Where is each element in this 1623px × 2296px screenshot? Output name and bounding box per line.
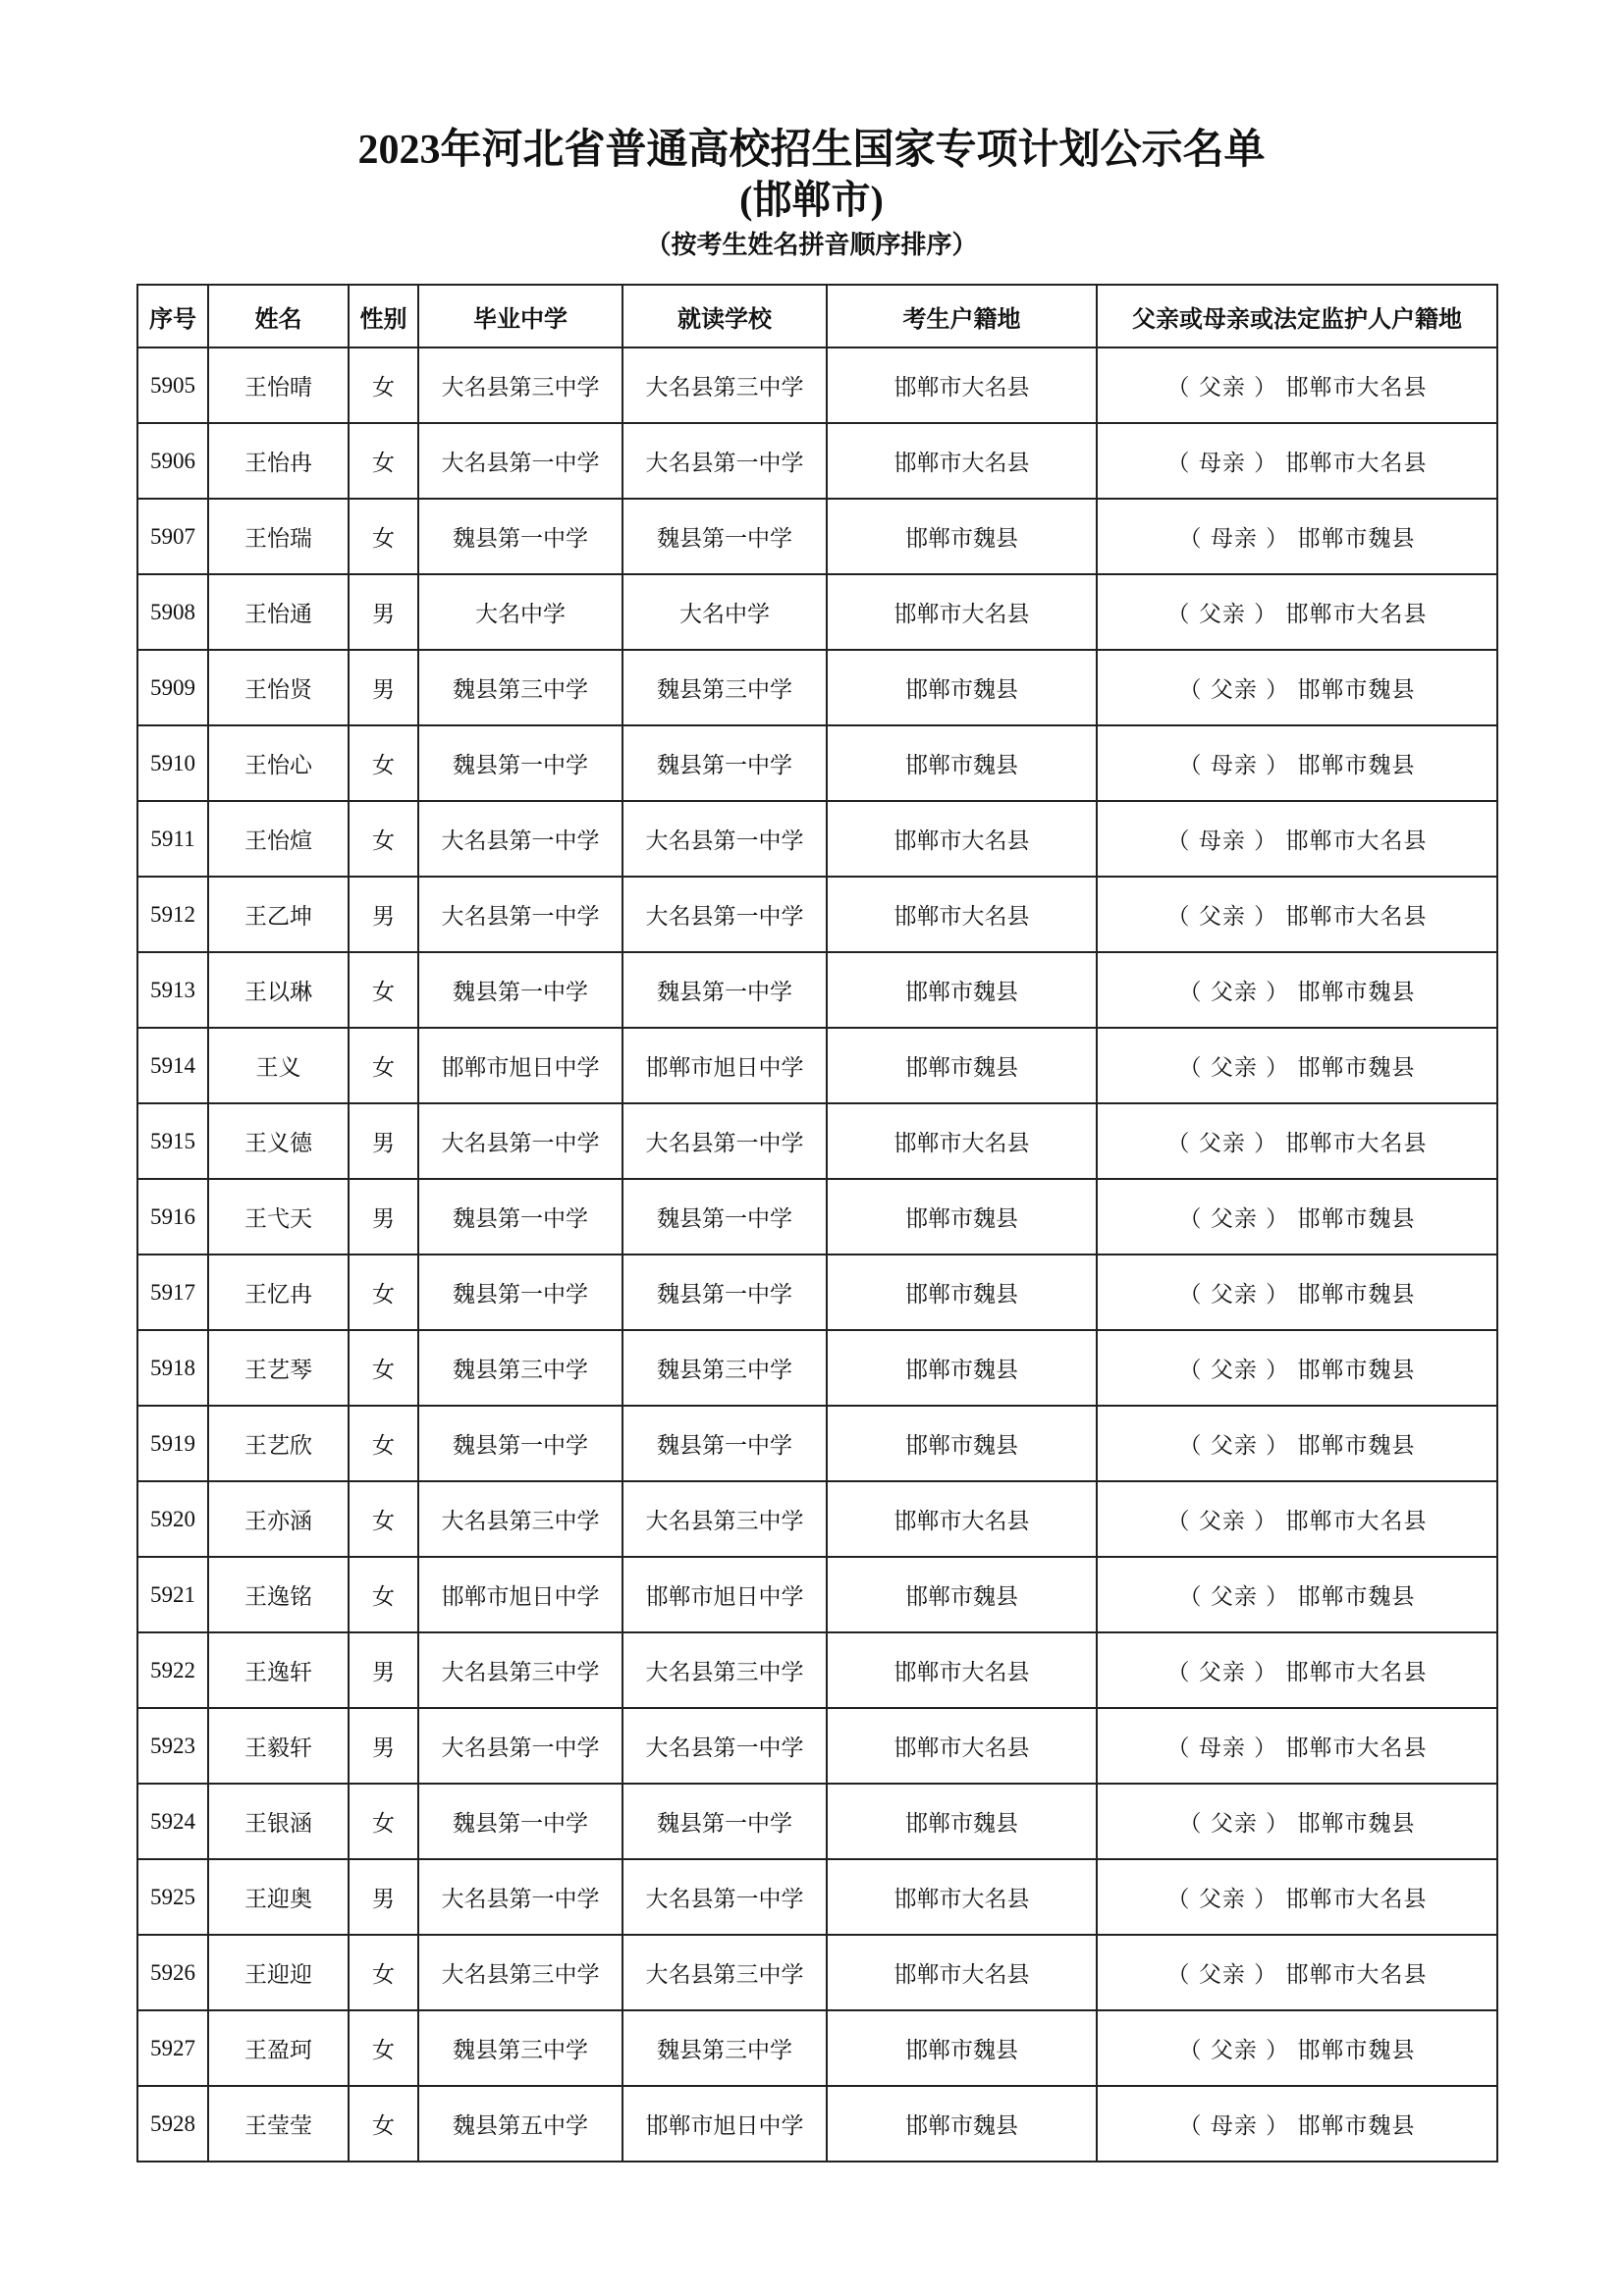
cell-hukou: 邯郸市魏县 [827,2010,1097,2086]
cell-grad-school: 魏县第三中学 [418,1330,622,1406]
cell-grad-school: 魏县第三中学 [418,650,622,725]
cell-name: 王艺琴 [208,1330,349,1406]
cell-grad-school: 大名县第一中学 [418,1859,622,1935]
table-row [137,1784,1497,1859]
cell-gender: 女 [349,1935,418,2010]
cell-grad-school: 大名县第一中学 [418,1708,622,1784]
cell-seq: 5918 [137,1330,208,1406]
cell-guardian-hukou: （ 母亲 ） 邯郸市大名县 [1097,1708,1497,1784]
table-row [137,1859,1497,1935]
cell-seq: 5922 [137,1632,208,1708]
cell-current-school: 魏县第一中学 [622,725,827,801]
cell-gender: 男 [349,877,418,952]
cell-guardian-hukou: （ 母亲 ） 邯郸市魏县 [1097,2086,1497,2162]
cell-guardian-hukou: （ 父亲 ） 邯郸市大名县 [1097,1859,1497,1935]
cell-current-school: 魏县第一中学 [622,1784,827,1859]
cell-gender: 男 [349,650,418,725]
cell-grad-school: 大名县第三中学 [418,1935,622,2010]
cell-hukou: 邯郸市魏县 [827,1179,1097,1255]
cell-hukou: 邯郸市大名县 [827,1632,1097,1708]
cell-gender: 女 [349,1255,418,1330]
cell-guardian-hukou: （ 父亲 ） 邯郸市大名县 [1097,347,1497,423]
header-hukou: 考生户籍地 [827,285,1097,347]
table-row [137,574,1497,650]
cell-seq: 5927 [137,2010,208,2086]
cell-gender: 男 [349,1632,418,1708]
cell-current-school: 魏县第一中学 [622,1406,827,1481]
cell-seq: 5906 [137,423,208,499]
cell-hukou: 邯郸市大名县 [827,1935,1097,2010]
cell-grad-school: 大名县第三中学 [418,1632,622,1708]
cell-name: 王莹莹 [208,2086,349,2162]
cell-current-school: 魏县第一中学 [622,952,827,1028]
cell-gender: 女 [349,801,418,877]
table-row [137,725,1497,801]
cell-name: 王逸铭 [208,1557,349,1632]
cell-name: 王怡晴 [208,347,349,423]
header-seq: 序号 [137,285,208,347]
cell-gender: 女 [349,725,418,801]
cell-name: 王义德 [208,1103,349,1179]
cell-current-school: 大名县第三中学 [622,347,827,423]
cell-gender: 女 [349,423,418,499]
cell-gender: 女 [349,1481,418,1557]
cell-gender: 女 [349,952,418,1028]
cell-seq: 5919 [137,1406,208,1481]
table-row [137,1632,1497,1708]
cell-name: 王迎迎 [208,1935,349,2010]
cell-name: 王亦涵 [208,1481,349,1557]
table-row [137,1935,1497,2010]
cell-seq: 5905 [137,347,208,423]
cell-grad-school: 魏县第一中学 [418,1784,622,1859]
cell-current-school: 魏县第一中学 [622,1255,827,1330]
sort-note: （按考生姓名拼音顺序排序） [645,231,978,260]
cell-name: 王银涵 [208,1784,349,1859]
header-gender: 性别 [349,285,418,347]
document-title: 2023年河北省普通高校招生国家专项计划公示名单 [357,128,1266,173]
cell-name: 王弋天 [208,1179,349,1255]
cell-grad-school: 魏县第一中学 [418,1179,622,1255]
cell-seq: 5928 [137,2086,208,2162]
cell-grad-school: 邯郸市旭日中学 [418,1028,622,1103]
cell-gender: 男 [349,1859,418,1935]
cell-grad-school: 魏县第一中学 [418,499,622,574]
cell-gender: 男 [349,1103,418,1179]
cell-current-school: 大名县第一中学 [622,1859,827,1935]
table-row [137,1481,1497,1557]
cell-seq: 5912 [137,877,208,952]
cell-gender: 女 [349,347,418,423]
cell-hukou: 邯郸市魏县 [827,1255,1097,1330]
cell-name: 王怡通 [208,574,349,650]
cell-current-school: 大名县第一中学 [622,877,827,952]
table-row [137,1028,1497,1103]
cell-seq: 5917 [137,1255,208,1330]
cell-gender: 女 [349,1330,418,1406]
cell-grad-school: 邯郸市旭日中学 [418,1557,622,1632]
cell-hukou: 邯郸市魏县 [827,1406,1097,1481]
cell-hukou: 邯郸市大名县 [827,1708,1097,1784]
cell-guardian-hukou: （ 父亲 ） 邯郸市魏县 [1097,1330,1497,1406]
table-body [137,347,1497,2162]
cell-gender: 女 [349,2010,418,2086]
table-row [137,423,1497,499]
table-row [137,877,1497,952]
cell-gender: 女 [349,1784,418,1859]
cell-current-school: 魏县第三中学 [622,2010,827,2086]
cell-seq: 5916 [137,1179,208,1255]
cell-guardian-hukou: （ 父亲 ） 邯郸市魏县 [1097,1028,1497,1103]
cell-current-school: 大名县第三中学 [622,1481,827,1557]
cell-current-school: 邯郸市旭日中学 [622,1028,827,1103]
cell-hukou: 邯郸市魏县 [827,499,1097,574]
cell-seq: 5925 [137,1859,208,1935]
cell-gender: 女 [349,499,418,574]
cell-current-school: 大名县第一中学 [622,423,827,499]
cell-guardian-hukou: （ 父亲 ） 邯郸市大名县 [1097,877,1497,952]
cell-gender: 女 [349,1557,418,1632]
cell-name: 王怡心 [208,725,349,801]
cell-grad-school: 大名县第一中学 [418,877,622,952]
table-row [137,1708,1497,1784]
cell-guardian-hukou: （ 父亲 ） 邯郸市魏县 [1097,1406,1497,1481]
table-row [137,2086,1497,2162]
cell-name: 王怡冉 [208,423,349,499]
cell-grad-school: 大名县第一中学 [418,423,622,499]
cell-guardian-hukou: （ 父亲 ） 邯郸市魏县 [1097,650,1497,725]
header-current-school: 就读学校 [622,285,827,347]
cell-guardian-hukou: （ 父亲 ） 邯郸市魏县 [1097,1179,1497,1255]
table-row [137,1330,1497,1406]
cell-seq: 5908 [137,574,208,650]
cell-seq: 5914 [137,1028,208,1103]
cell-name: 王怡贤 [208,650,349,725]
cell-current-school: 大名县第三中学 [622,1935,827,2010]
cell-current-school: 邯郸市旭日中学 [622,2086,827,2162]
cell-guardian-hukou: （ 母亲 ） 邯郸市魏县 [1097,725,1497,801]
cell-grad-school: 魏县第一中学 [418,1255,622,1330]
table-row [137,1406,1497,1481]
cell-name: 王迎奥 [208,1859,349,1935]
cell-gender: 女 [349,2086,418,2162]
cell-hukou: 邯郸市大名县 [827,574,1097,650]
cell-name: 王义 [208,1028,349,1103]
cell-grad-school: 魏县第一中学 [418,952,622,1028]
cell-seq: 5921 [137,1557,208,1632]
cell-gender: 男 [349,1708,418,1784]
table-row [137,650,1497,725]
table-row [137,1179,1497,1255]
cell-seq: 5923 [137,1708,208,1784]
cell-hukou: 邯郸市魏县 [827,1028,1097,1103]
cell-current-school: 大名县第一中学 [622,1708,827,1784]
cell-name: 王以琳 [208,952,349,1028]
cell-current-school: 魏县第一中学 [622,1179,827,1255]
cell-hukou: 邯郸市大名县 [827,1103,1097,1179]
cell-grad-school: 大名县第三中学 [418,1481,622,1557]
header-name: 姓名 [208,285,349,347]
cell-guardian-hukou: （ 父亲 ） 邯郸市魏县 [1097,1784,1497,1859]
cell-grad-school: 大名县第一中学 [418,1103,622,1179]
cell-gender: 女 [349,1406,418,1481]
cell-name: 王怡煊 [208,801,349,877]
table-row [137,347,1497,423]
cell-seq: 5920 [137,1481,208,1557]
table-row [137,1255,1497,1330]
table-row [137,1557,1497,1632]
cell-guardian-hukou: （ 父亲 ） 邯郸市大名县 [1097,1103,1497,1179]
cell-gender: 男 [349,574,418,650]
cell-guardian-hukou: （ 母亲 ） 邯郸市大名县 [1097,801,1497,877]
cell-hukou: 邯郸市魏县 [827,1557,1097,1632]
cell-hukou: 邯郸市大名县 [827,801,1097,877]
cell-name: 王忆冉 [208,1255,349,1330]
cell-gender: 男 [349,1179,418,1255]
cell-seq: 5907 [137,499,208,574]
header-guardian-hukou: 父亲或母亲或法定监护人户籍地 [1097,285,1497,347]
cell-hukou: 邯郸市魏县 [827,650,1097,725]
cell-guardian-hukou: （ 父亲 ） 邯郸市魏县 [1097,2010,1497,2086]
header-grad-school: 毕业中学 [418,285,622,347]
cell-guardian-hukou: （ 父亲 ） 邯郸市魏县 [1097,952,1497,1028]
cell-current-school: 魏县第三中学 [622,1330,827,1406]
cell-grad-school: 魏县第一中学 [418,1406,622,1481]
cell-seq: 5926 [137,1935,208,2010]
cell-current-school: 大名中学 [622,574,827,650]
cell-hukou: 邯郸市魏县 [827,1784,1097,1859]
cell-hukou: 邯郸市大名县 [827,877,1097,952]
table-row [137,801,1497,877]
cell-guardian-hukou: （ 父亲 ） 邯郸市魏县 [1097,1557,1497,1632]
cell-current-school: 大名县第一中学 [622,1103,827,1179]
cell-grad-school: 大名中学 [418,574,622,650]
cell-guardian-hukou: （ 母亲 ） 邯郸市魏县 [1097,499,1497,574]
table-row [137,1103,1497,1179]
cell-seq: 5913 [137,952,208,1028]
cell-name: 王乙坤 [208,877,349,952]
cell-hukou: 邯郸市大名县 [827,1859,1097,1935]
cell-guardian-hukou: （ 父亲 ） 邯郸市大名县 [1097,574,1497,650]
cell-seq: 5911 [137,801,208,877]
cell-hukou: 邯郸市大名县 [827,347,1097,423]
cell-guardian-hukou: （ 父亲 ） 邯郸市大名县 [1097,1935,1497,2010]
cell-grad-school: 魏县第一中学 [418,725,622,801]
cell-name: 王毅轩 [208,1708,349,1784]
cell-guardian-hukou: （ 母亲 ） 邯郸市大名县 [1097,423,1497,499]
cell-hukou: 邯郸市魏县 [827,2086,1097,2162]
table-row [137,499,1497,574]
cell-hukou: 邯郸市大名县 [827,423,1097,499]
cell-seq: 5910 [137,725,208,801]
cell-gender: 女 [349,1028,418,1103]
cell-current-school: 邯郸市旭日中学 [622,1557,827,1632]
roster-table [136,284,1498,2163]
table-row [137,952,1497,1028]
cell-guardian-hukou: （ 父亲 ） 邯郸市大名县 [1097,1632,1497,1708]
cell-guardian-hukou: （ 父亲 ） 邯郸市魏县 [1097,1255,1497,1330]
cell-grad-school: 大名县第三中学 [418,347,622,423]
cell-seq: 5909 [137,650,208,725]
region-subtitle: (邯郸市) [739,178,884,222]
cell-guardian-hukou: （ 父亲 ） 邯郸市大名县 [1097,1481,1497,1557]
cell-name: 王怡瑞 [208,499,349,574]
cell-hukou: 邯郸市魏县 [827,1330,1097,1406]
cell-current-school: 大名县第三中学 [622,1632,827,1708]
cell-seq: 5924 [137,1784,208,1859]
table-row [137,2010,1497,2086]
cell-hukou: 邯郸市大名县 [827,1481,1097,1557]
cell-name: 王逸轩 [208,1632,349,1708]
cell-current-school: 魏县第一中学 [622,499,827,574]
cell-grad-school: 大名县第一中学 [418,801,622,877]
table-header-row [137,285,1497,347]
cell-seq: 5915 [137,1103,208,1179]
cell-hukou: 邯郸市魏县 [827,952,1097,1028]
cell-name: 王艺欣 [208,1406,349,1481]
cell-grad-school: 魏县第五中学 [418,2086,622,2162]
cell-hukou: 邯郸市魏县 [827,725,1097,801]
cell-current-school: 大名县第一中学 [622,801,827,877]
cell-name: 王盈珂 [208,2010,349,2086]
cell-grad-school: 魏县第三中学 [418,2010,622,2086]
cell-current-school: 魏县第三中学 [622,650,827,725]
